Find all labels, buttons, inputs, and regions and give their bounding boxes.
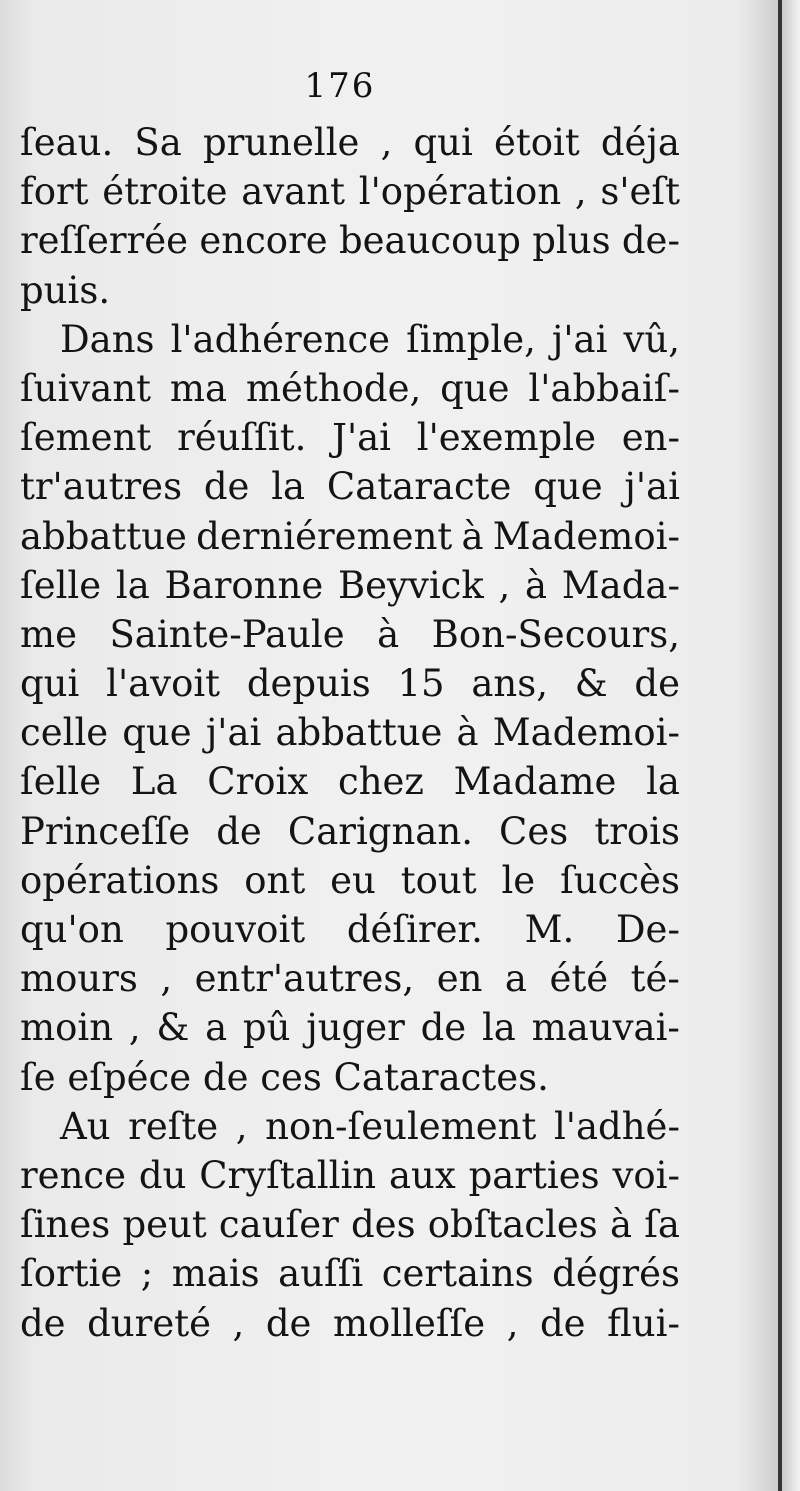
- text-line: Au reſte , non-ſeulement l'adhé-: [60, 1104, 680, 1148]
- body-text: [20, 118, 680, 1348]
- text-line: ſuivant ma méthode, que l'abbaiſ-: [20, 366, 680, 410]
- text-line: ſeau. Sa prunelle , qui étoit déja: [20, 121, 680, 164]
- text-line: ſement réuſſit. J'ai l'exemple en-: [20, 416, 680, 460]
- text-line: ſines peut cauſer des obſtacles à ſa: [20, 1203, 680, 1247]
- page-edge-shadow: [782, 0, 800, 1491]
- text-line: mours , entr'autres, en a été té-: [20, 957, 680, 1001]
- text-line: tr'autres de la Cataracte que j'ai: [20, 465, 680, 509]
- text-line: qui l'avoit depuis 15 ans, & de: [20, 662, 680, 706]
- text-line: ſortie ; mais auſſi certains dégrés: [20, 1252, 680, 1296]
- page-edge: [778, 0, 782, 1491]
- page-number: 176: [304, 66, 376, 106]
- text-line: rence du Cryſtallin aux parties voi-: [20, 1153, 680, 1197]
- text-line: opérations ont eu tout le ſuccès: [20, 858, 680, 902]
- text-line: Dans l'adhérence ſimple, j'ai vû,: [60, 317, 680, 361]
- text-line: qu'on pouvoit déſirer. M. De-: [20, 908, 680, 951]
- text-line: de dureté , de molleſſe , de flui-: [20, 1301, 680, 1345]
- text-line: moin , & a pû juger de la mauvai-: [20, 1006, 680, 1050]
- text-line: ſe eſpéce de ces Cataractes.: [20, 1055, 549, 1099]
- text-line: ſelle la Baronne Beyvick , à Mada-: [20, 563, 680, 607]
- text-line: celle que j'ai abbattue à Mademoi-: [20, 711, 680, 755]
- text-line: me Sainte-Paule à Bon-Secours,: [20, 612, 680, 656]
- text-line: abbattue derniérement à Mademoi-: [20, 514, 680, 558]
- text-line: puis.: [20, 268, 111, 312]
- text-line: fort étroite avant l'opération , s'eſt: [20, 170, 680, 214]
- text-line: ſelle La Croix chez Madame la: [20, 760, 680, 804]
- text-line: Princeſſe de Carignan. Ces trois: [20, 809, 680, 853]
- text-line: reſſerrée encore beaucoup plus de-: [20, 219, 680, 263]
